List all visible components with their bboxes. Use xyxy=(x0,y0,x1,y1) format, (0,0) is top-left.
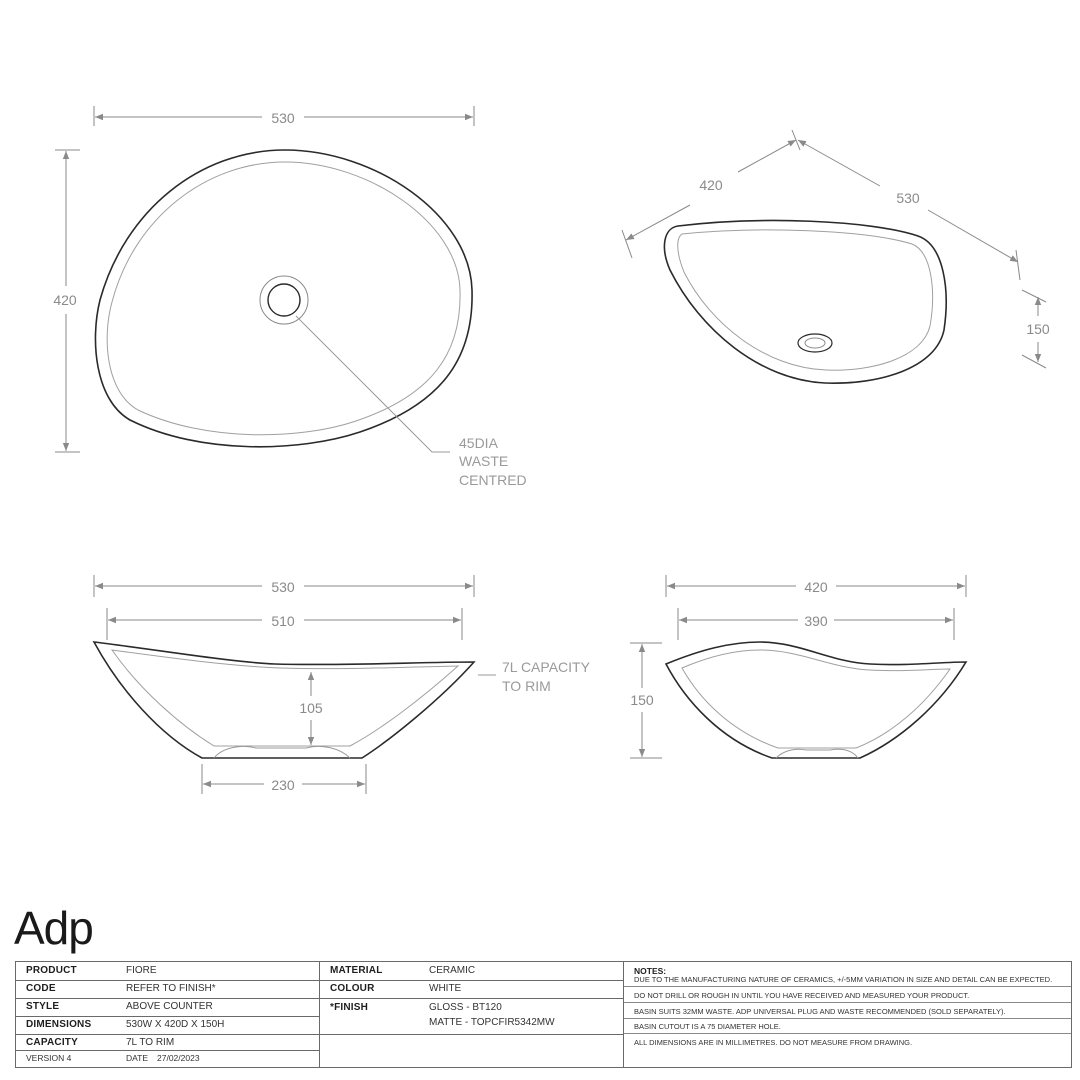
finish-gloss-value: GLOSS - BT120 xyxy=(429,1002,502,1013)
capacity-label: CAPACITY xyxy=(26,1037,78,1048)
dimensions-value: 530W X 420D X 150H xyxy=(126,1019,225,1030)
colour-value: WHITE xyxy=(429,983,462,994)
side-view-waste xyxy=(776,749,858,758)
colour-label: COLOUR xyxy=(330,983,375,994)
iso-waste-inner xyxy=(805,338,825,348)
top-view-inner-rim xyxy=(107,162,460,435)
style-label: STYLE xyxy=(26,1001,60,1012)
iso-height-ext-bottom xyxy=(1022,355,1046,368)
iso-ext-right xyxy=(1016,250,1020,280)
side-height-label: 150 xyxy=(630,692,654,708)
note-line-2: DO NOT DRILL OR ROUGH IN UNTIL YOU HAVE RECEIVED AND MEASURED YOUR PRODUCT. xyxy=(634,991,970,1000)
notes-divider-2 xyxy=(624,1002,1071,1003)
waste-outer-ring xyxy=(260,276,308,324)
capacity-value: 7L TO RIM xyxy=(126,1037,175,1048)
code-value: REFER TO FINISH* xyxy=(126,983,216,994)
iso-depth-dim-b xyxy=(738,140,796,172)
iso-view-inner-rim xyxy=(678,230,933,370)
waste-note-line-1: 45DIA xyxy=(459,435,498,451)
iso-depth-label: 420 xyxy=(699,177,723,193)
waste-leader-line xyxy=(296,316,450,452)
front-depth-label: 105 xyxy=(299,700,323,716)
notes-title: NOTES: xyxy=(634,966,667,976)
iso-width-label: 530 xyxy=(896,190,920,206)
top-view-outline xyxy=(95,150,472,447)
waste-hole xyxy=(268,284,300,316)
iso-view xyxy=(622,130,1050,383)
iso-ext-left xyxy=(622,230,632,258)
notes-divider-4 xyxy=(624,1033,1071,1034)
iso-view-outline xyxy=(664,221,946,384)
front-base-label: 230 xyxy=(271,777,295,793)
material-value: CERAMIC xyxy=(429,965,476,976)
notes-divider-1 xyxy=(624,986,1071,987)
product-value: FIORE xyxy=(126,965,157,976)
note-line-3: BASIN SUITS 32MM WASTE. ADP UNIVERSAL PLUG AND WASTE RECOMMENDED (SOLD SEPARATELY). xyxy=(634,1007,1006,1016)
iso-height-ext-top xyxy=(1022,290,1046,302)
side-overall-label: 420 xyxy=(804,579,828,595)
front-view-outline xyxy=(94,642,474,758)
note-line-4: BASIN CUTOUT IS A 75 DIAMETER HOLE. xyxy=(634,1022,781,1031)
capacity-note-line-2: TO RIM xyxy=(502,678,551,694)
note-line-1: DUE TO THE MANUFACTURING NATURE OF CERAMICS, +/-5MM VARIATION IN SIZE AND DETAIL CAN BE EXPECTED. xyxy=(634,975,1053,984)
note-line-5: ALL DIMENSIONS ARE IN MILLIMETRES. DO NOT MEASURE FROM DRAWING. xyxy=(634,1038,913,1047)
finish-label: *FINISH xyxy=(330,1002,369,1013)
code-label: CODE xyxy=(26,983,56,994)
finish-matte-value: MATTE - TOPCFIR5342MW xyxy=(429,1017,555,1028)
date-value: 27/02/2023 xyxy=(157,1053,200,1063)
iso-waste-outer xyxy=(798,334,832,352)
iso-width-dim-b xyxy=(928,210,1018,262)
material-label: MATERIAL xyxy=(330,965,383,976)
top-view xyxy=(53,106,526,488)
spec-sheet xyxy=(15,961,1072,1068)
adp-logo: Adp xyxy=(14,902,93,954)
side-view xyxy=(630,575,966,758)
iso-height-label: 150 xyxy=(1026,321,1050,337)
front-overall-label: 530 xyxy=(271,579,295,595)
top-depth-label: 420 xyxy=(53,292,77,308)
product-label: PRODUCT xyxy=(26,965,77,976)
side-inner-label: 390 xyxy=(804,613,828,629)
iso-width-dim-a xyxy=(798,140,880,186)
waste-note-line-2: WASTE xyxy=(459,453,509,469)
front-inner-label: 510 xyxy=(271,613,295,629)
front-view-waste xyxy=(214,746,350,758)
capacity-note-line-1: 7L CAPACITY xyxy=(502,659,590,675)
date-label: DATE xyxy=(126,1053,149,1063)
front-view xyxy=(94,575,591,794)
top-width-label: 530 xyxy=(271,110,295,126)
notes-divider-3 xyxy=(624,1018,1071,1019)
version-label: VERSION 4 xyxy=(26,1053,72,1063)
dimensions-label: DIMENSIONS xyxy=(26,1019,92,1030)
style-value: ABOVE COUNTER xyxy=(126,1001,213,1012)
waste-note-line-3: CENTRED xyxy=(459,472,527,488)
